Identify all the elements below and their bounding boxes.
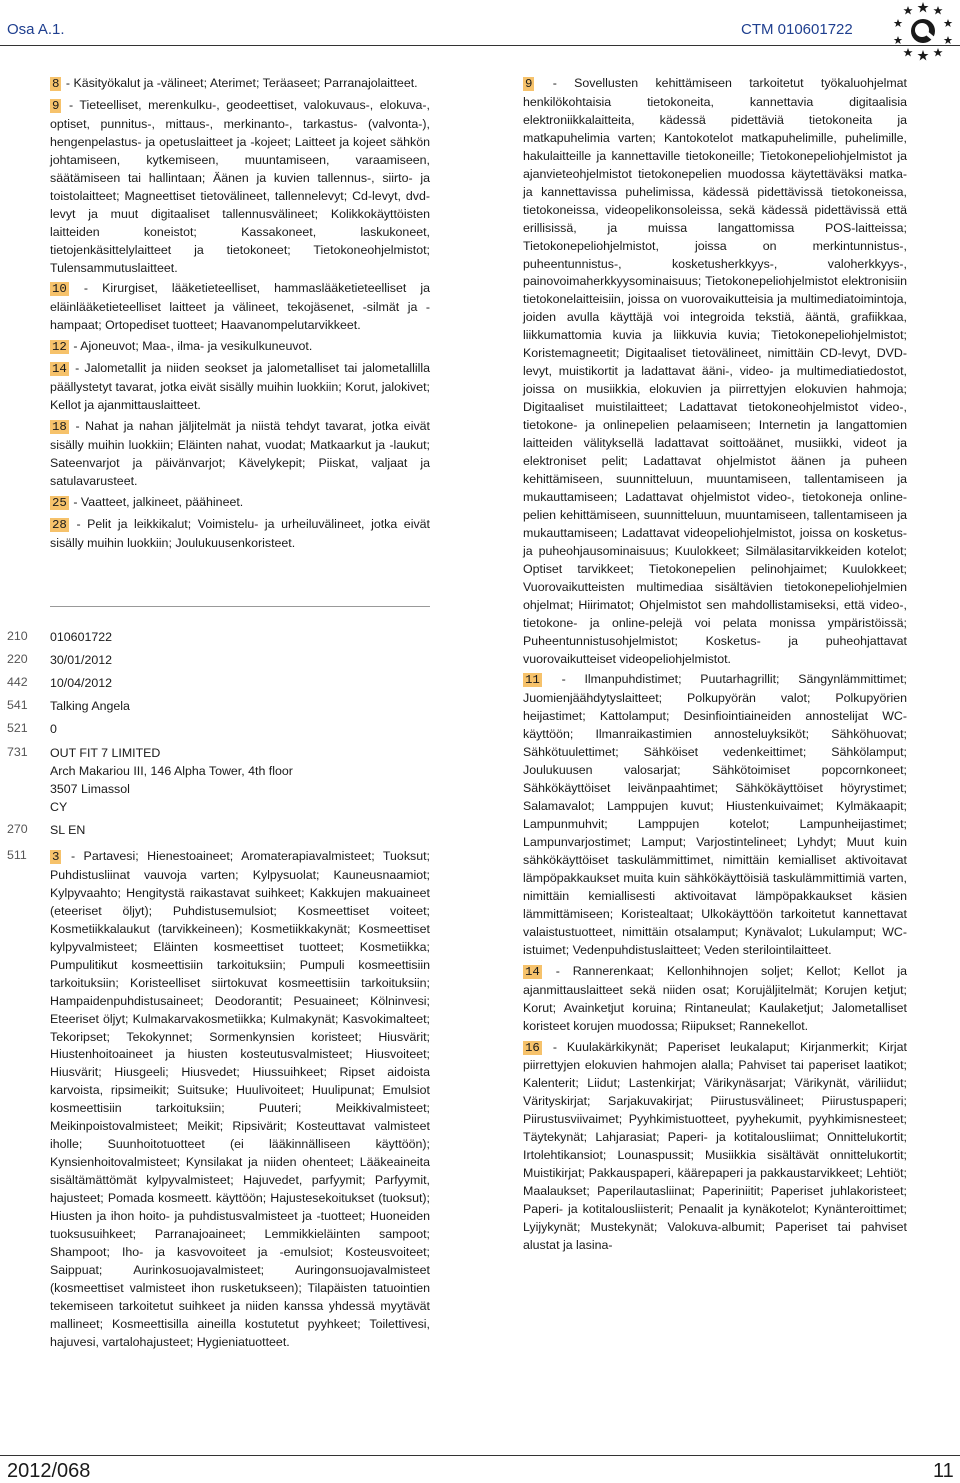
- class-entry-18: [50, 418, 430, 491]
- class-number: 14: [52, 362, 67, 377]
- page-number: 11: [933, 1460, 954, 1482]
- applicant-street: Arch Makariou III, 146 Alpha Tower, 4th floor: [50, 763, 293, 778]
- class-text: - Nahat ja nahan jäljitelmät ja niistä tehdyt tavarat, jotka eivät sisälly muihin luokkiin; Eläinten nahat, vuodat; Matkaarkut ja -laukut; Sateenvarjot ja päivänvarjot; Kävelykepit; Piiskat, valjaat ja satulavarusteet.: [50, 419, 430, 489]
- filing-date: 30/01/2012: [50, 653, 113, 667]
- class-number: 10: [52, 282, 67, 297]
- class-number: 8: [52, 77, 60, 91]
- class-number: 11: [525, 673, 540, 688]
- class-text: - Vaatteet, jalkineet, päähineet.: [73, 494, 244, 509]
- applicant-country: CY: [50, 799, 68, 814]
- class-text: - Tieteelliset, merenkulku-, geodeettiset, valokuvaus-, elokuva-, optiset, punnitus-, mittaus-, merkinanto-, tarkastus- (valvonta-), hengenpelastus- ja opetuslaitteet ja -kojeet; Laitteet ja kojeet sähkön johtamiseen, kytkemiseen, muuntamiseen, varaamiseen, säätämiseen tai hallintaan; Äänen ja kuvien tallennus-, siirto- ja toistolaitteet; Magneettiset tietovälineet, tallennelevyt; Cd-levyt, dvd-levyt ja muut digitaaliset tallennusvälineet; Kolikkokäyttöisten laitteiden koneistot; Kassakoneet, laskukoneet, tietojenkäsittelylaitteet ja tietokoneet; Tietokoneohjelmistot; Tulensammutuslaitteet.: [50, 97, 430, 275]
- class-text: - Kirurgiset, lääketieteelliset, hammaslääketieteelliset ja eläinlääketieteelliset laitteet ja välineet, tekojäsenet, -silmät ja -hampaat; Ortopediset tuotteet; Haavanompelutarvikkeet.: [50, 281, 430, 333]
- class-text: - Ajoneuvot; Maa-, ilma- ja vesikulkuneuvot.: [73, 339, 313, 354]
- field-code-541: 541: [7, 698, 28, 712]
- class-text: - Rannerenkaat; Kellonhihnojen soljet; Kellot; Kellot ja ajanmittauslaitteet sekä niiden osat; Korujäljitelmät; Korujen ketjut; Korut; Avainketjut koruina; Rintaneulat; Kaulaketjut; Jalometalliset koristeet korujen muodossa; Riipukset; Rannekellot.: [523, 963, 907, 1033]
- class-text: - Partavesi; Hienestoaineet; Aromaterapiavalmisteet; Tuoksut; Puhdistusliinat vauvoja varten; Kylpysuolat; Kauneusnaamiot; Kylpyvaahto; Hengitystä raikastavat suihkeet; Kakkujen makuaineet (eteeriset öljyt); Puhdistusemulsiot; Kosmeettiset voiteet; Kosmetiikkalaukut (tarvikkeineen); Kosmetiikkakynät; Kosmeettiset kylpyvalmisteet; Eläinten kosmeettiset tuotteet; Kosmetiikka; Pumpulitikut kosmeettisiin tarkoituksiin; Pumpuli kosmeettisiin tarkoituksiin; Koristeelliset siirtokuvat kosmeettisiin tarkoituksiin; Hampaidenpuhdistusaineet; Deodorantit; Pesuaineet; Kölninvesi; Eteeriset öljyt; Kulmakarvakosmetiikka; Kulmakynät; Kasvokimalteet; Tekoripset; Tekokynnet; Sormenkynsien koristeet; Hiusvärit; Hiustenhoitoaineet ja hiusten kosteutusvalmisteet; Hiusvoiteet; Hiusvärit; Hiusgeeli; Hiusvedet; Hiussuihkeet; Ripset aidoista karvoista, ripsimeikit; Suitsuke; Huulivoiteet; Huulipunat; Emulsiot kosmeettisiin tarkoituksiin; Puuteri; Meikkivalmisteet; Meikinpoistovalmisteet; Meikit; Ripsivärit; Kosteuttavat valmisteet iholle; Suunhoitotuotteet (ei lääkinnälliseen käyttöön); Kynsienhoitovalmisteet; Kynsilakat ja niiden ohenteet; Lääkeaineita sisältämättömät kylpyvalmisteet; Hajuvedet, parfyymit; Parfyymit, hajusteet; Pomada kosmeett. käyttöön; Hajustesekoitukset (tuoksut); Hiusten ja ihon hoito- ja puhdistusvalmisteet ja -tuotteet; Huoneiden tuoksusuihkeet; Parranajoaineet; Lemmikkieläinten sampoot; Shampoot; Iho- ja kasvovoiteet ja -emulsiot; Kosteusvoiteet; Saippuat; Aurinkosuojavalmisteet; Auringonsuojavalmisteet (kosmeettiset valmisteet ihon rusketukseen); Tilapäisten tatuointien tekemiseen tarkoitetut suihkeet ja niiden kanssa yhdessä myytävät mallineet; Kosmeettisilla aineilla kostutetut pyyhkeet; Toilettivesi, hajuvesi, vartalohajusteet; Hygieniatuotteet.: [50, 849, 430, 1349]
- class-entry-8: [50, 75, 430, 94]
- footer-divider: [0, 1455, 960, 1456]
- class-text: - Sovellusten kehittämiseen tarkoitetut työkaluohjelmat henkilökohtaisia tietokoneita, kannettavia digitaalisia elektroniikkalaitteita, kädessä pidettäviä tietokoneita ja matkapuhelimia varten; Kantokotelot matkapuhelimille, puhelimille, hakulaitteille ja kannettaville tietokoneille; Tietokonepeliohjelmistot ja ajanvieteohjelmistot tietokonepelien muodossa käytettäväksi matka- ja kannettavissa puhelimissa, kädessä pidettävissä tietokoneissa, tietokoneissa, videopelikonsoleissa, sekä kädessä pidettävissä että erillisissä, ja muissa langattomissa POS-laitteissa; Tietokonepeliohjelmistot, joissa on merkintunnistus-, puheentunnistus-, kosketusherkkyys-, valoherkkyys-, painovoimaherkkyysominaisuus; Tietokonepeliohjelmistot elektronisiin tietokonelaitteisiin, joissa on vuorovaikutteisia ja multimediatoimintoja, joiden avulla käyttäjä voi integroida tekstiä, ääntä, grafiikkaa, liikkumattomia kuvia ja liikkuvia kuvia; Tietokonepeliohjelmistot; Koristemagneetit; Digitaaliset tietovälineet, nimittäin CD-levyt, DVD-levyt, muistikortit ja ladattavat ääni-, video- ja multimediatiedostot, joissa on musiikkia, elokuvien ja piirrettyjen elokuvien hahmoja; Digitaaliset muistilaitteet; Ladattavat tietokoneohjelmistot video-, tietokone- ja onlinepelien pelaamiseen; Internetin ja langattomien laitteiden välityksellä ladattavat soittoäänet, musiikki, videot ja elektroniset pelit; Ladattavat ohjelmistot äänen ja puheen kehittämiseen, suunnitteluun, muuntamiseen, tallentamiseen ja mukauttamiseen; Ladattavat ohjelmistot video-, tietokoneja online-pelien kehittämiseen, suunnitteluun, muuntamiseen, tallentamiseen ja mukauttamiseen; Ladattavat videopeliohjelmistot, joissa on kosketus- ja puheohjausominaisuus; Kuulokkeet; Silmälasitarvikkeiden kotelot; Optiset tarvikkeet; Tietokonepelien pelinohjaimet; Kuulokkeet; Vuorovaikutteisten multimediaa sisältävien tietokonepeliohjelmien ohjelmat; Hiirimatot; Ohjelmistot sen mahdollistamiseksi, että video-, tietokone- ja online-pelejä voi pelata monissa ympäristöissä; Puheentunnistusohjelmistot; Kosketus- ja puheohjattavat vuorovaikutteiset videopeliohjelmistot.: [523, 76, 908, 666]
- class-entry-11: [523, 671, 907, 959]
- class-text: - Jalometallit ja niiden seokset ja jalometalliset tai jalometallilla päällystetyt tavarat, jotka eivät sisälly muihin luokkiin; Korut, jalokivet; Kellot ja ajanmittauslaitteet.: [50, 361, 430, 413]
- record-divider: [50, 606, 430, 607]
- acquired-distinctiveness: 0: [50, 722, 57, 736]
- field-code-731: 731: [7, 745, 28, 759]
- class-entry-10: [50, 280, 430, 335]
- header-divider: [0, 45, 960, 46]
- class-number: 25: [52, 495, 67, 510]
- class-number: 18: [52, 420, 67, 435]
- publication-date: 10/04/2012: [50, 676, 113, 690]
- applicant-address: [50, 745, 293, 817]
- class-entry-3: [50, 848, 430, 1352]
- class-entry-16: [523, 1039, 907, 1255]
- class-number: 12: [52, 340, 67, 355]
- ohim-logo-icon: [892, 0, 954, 62]
- class-number: 9: [52, 98, 60, 113]
- class-entry-9: [523, 75, 907, 668]
- languages: SL EN: [50, 823, 86, 837]
- mark-name: Talking Angela: [50, 699, 130, 713]
- class-number: 9: [525, 77, 533, 91]
- class-text: - Pelit ja leikkikalut; Voimistelu- ja urheiluvälineet, jotka eivät sisälly muihin luokkiin; Joulukuusenkoristeet.: [50, 516, 430, 550]
- class-entry-14: [523, 963, 907, 1036]
- class-text: - Käsityökalut ja -välineet; Aterimet; Teräaseet; Parranajolaitteet.: [65, 76, 418, 90]
- class-number: 28: [52, 517, 67, 532]
- class-entry-14: [50, 360, 430, 415]
- field-code-511: 511: [7, 848, 27, 862]
- field-code-442: 442: [7, 675, 28, 689]
- right-column: [523, 75, 907, 1258]
- ctm-number: CTM 010601722: [741, 21, 853, 38]
- class-entry-12: [50, 338, 430, 357]
- applicant-city: 3507 Limassol: [50, 781, 130, 796]
- field-code-521: 521: [7, 721, 28, 735]
- class-entry-9: [50, 97, 430, 278]
- class-number: 3: [52, 850, 60, 864]
- issue-number: 2012/068: [7, 1460, 91, 1482]
- applicant-name: OUT FIT 7 LIMITED: [50, 746, 161, 760]
- class-text: - Kuulakärkikynät; Paperiset leukalaput; Kirjanmerkit; Kirjat piirrettyjen elokuvien hahmojen alalla; Pahviset tai paperiset laatikot; Kalenterit; Liidut; Lastenkirjat; Värikynäsarjat; Värikynät, väriliidut; Värityskirjat; Sarjakuvakirjat; Piirustusvälineet; Piirustuspaperi; Piirustusviivaimet; Pyyhkimistuotteet, pyyhekumit, pyyhkimisnesteet; Täytekynät; Lahjarasiat; Paperi- ja kotitalousliimat; Onnittelukortit; Irtolehtikansiot; Lounaspussit; Musiikkia sisältävät onnittelukortit; Muistikirjat; Pakkauspaperi, käärepaperi ja pakkaustarvikkeet; Lehtiöt; Maalaukset; Paperilautasliinat; Paperiniitit; Paperiset juhlakoristeet; Paperi- ja kotitalousliisterit; Penaalit ja kynäkotelot; Kynänteroittimet; Lyijykynät; Mustekynät; Valokuva-albumit; Paperiset tai pahviset alustat ja lasina-: [523, 1039, 907, 1252]
- application-number: 010601722: [50, 630, 113, 644]
- left-column-bottom: [50, 848, 430, 1355]
- class-number: 14: [525, 964, 540, 979]
- class-entry-28: [50, 516, 430, 553]
- left-column-top: [50, 75, 430, 556]
- field-code-210: 210: [7, 629, 28, 643]
- field-code-220: 220: [7, 652, 28, 666]
- class-number: 16: [525, 1040, 540, 1055]
- section-label: Osa A.1.: [7, 21, 65, 38]
- class-text: - Ilmanpuhdistimet; Puutarhagrillit; Sängynlämmittimet; Juomienjäähdytyslaitteet; Polkupyörän valot; Polkupyörien heijastimet; Kattolamput; Desinfiointiaineiden annostelijat WC-käyttöön; Ilmanraikastimien annosteluyksiköt; Sähköhuovat; Sähkötuulettimet; Sähköiset vedenkeittimet; Sähkölamput; Joulukuusen valosarjat; Sähkötoimiset popcornkoneet; Sähkökäyttöiset leivänpaahtimet; Sähkökäyttöiset höyrystimet; Salamavalot; Lamppujen kuvut; Hiustenkuivaimet; Kylmäkaapit; Lampunmuhvit; Lamppujen kotelot; Lampunheijastimet; Lampunvarjostimet; Lamput; Varjostintelineet; Lyhdyt; Muut kuin sähkökäyttöiset taskulämmittimet, nimittäin kemialliset aktivoitavat lämpöpakkaukset muita kuin sähkökäyttöisiä taskulämmittimiä varten, nimittäin kemiallisesti aktivoitavat lämpöpakkaukset käsien lämmittämiseen; Koristealtaat; Ulkokäyttöön tarkoitetut kannettavat valaistustuotteet, nimittäin otsalamput; Kynävalot; Lukulamput; WC-istuimet; Vedenpuhdistuslaitteet; Veden sterilointilaitteet.: [523, 672, 908, 957]
- field-code-270: 270: [7, 822, 28, 836]
- class-entry-25: [50, 494, 430, 513]
